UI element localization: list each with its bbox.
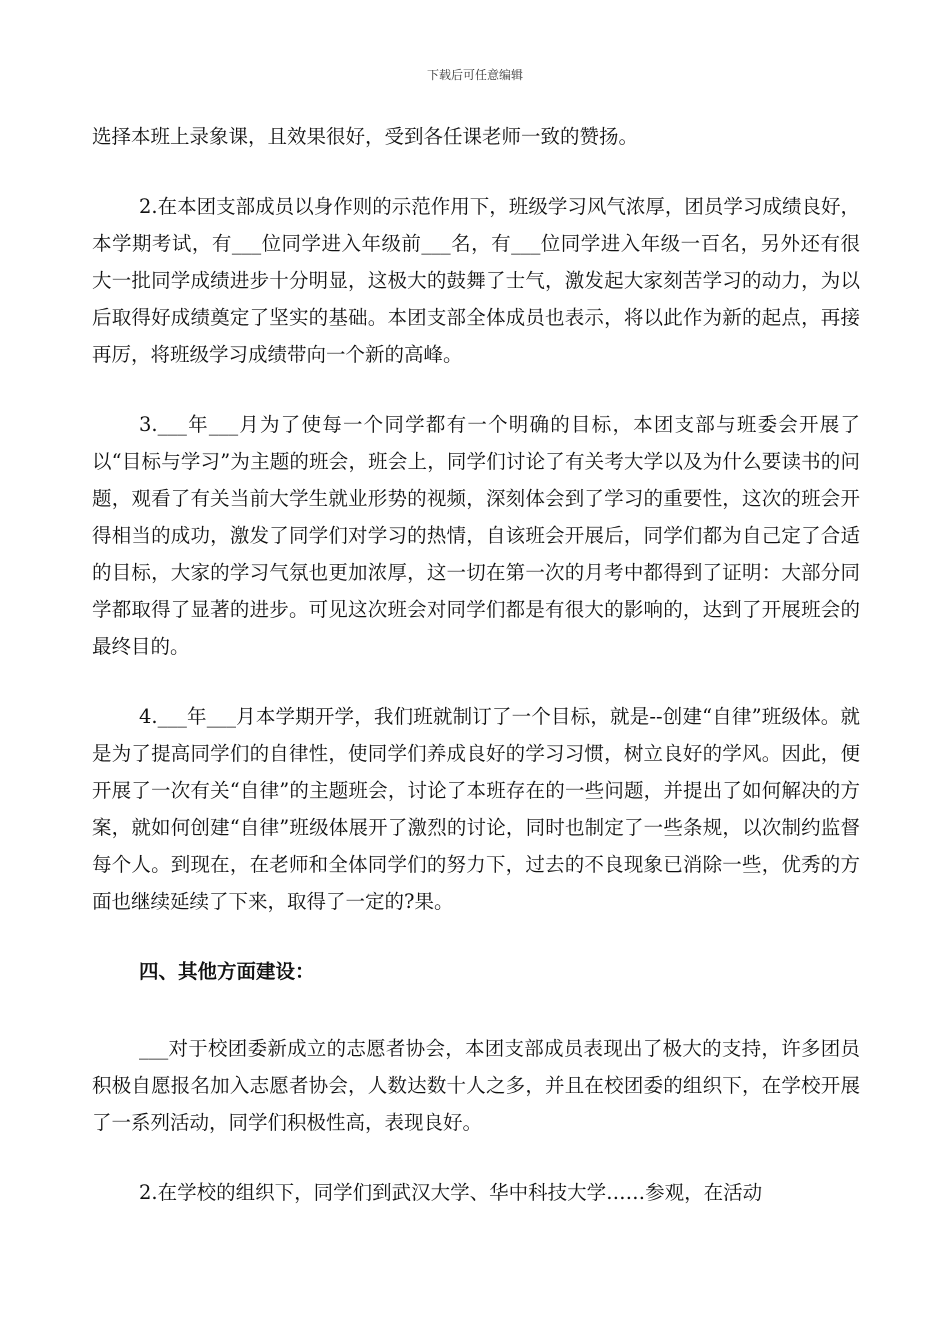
document-body	[92, 118, 860, 1244]
paragraph-item-4: 4.___年___月本学期开学，我们班就制订了一个目标，就是--创建“自律”班级体。就是为了提高同学们的自律性，使同学们养成良好的学习习惯，树立良好的学风。因此，便开展了一次有关“自律”的主题班会，讨论了本班存在的一些问题，并提出了如何解决的方案，就如何创建“自律”班级体展开了激烈的讨论，同时也制定了一些条规，以次制约监督每个人。到现在，在老师和全体同学们的努力下，过去的不良现象已消除一些，优秀的方面也继续延续了下来，取得了一定的?果。	[92, 705, 860, 913]
paragraph-volunteer: ___对于校团委新成立的志愿者协会，本团支部成员表现出了极大的支持，许多团员积极自愿报名加入志愿者协会，人数达数十人之多，并且在校团委的组织下，在学校开展了一系列活动，同学们积极性高，表现良好。	[92, 1037, 860, 1134]
page-header: 下载后可任意编辑	[426, 68, 523, 82]
paragraph-visit: 2.在学校的组织下，同学们到武汉大学、华中科技大学……参观，在活动	[139, 1181, 763, 1204]
paragraph-item-2: 2.在本团支部成员以身作则的示范作用下，班级学习风气浓厚，团员学习成绩良好，本学期考试，有___位同学进入年级前___名，有___位同学进入年级一百名，另外还有很大一批同学成绩进步十分明显，这极大的鼓舞了士气，激发起大家刻苦学习的动力，为以后取得好成绩奠定了坚实的基础。本团支部全体成员也表示，将以此作为新的起点，再接再厉，将班级学习成绩带向一个新的高峰。	[92, 195, 860, 366]
paragraph-item-3: 3.___年___月为了使每一个同学都有一个明确的目标，本团支部与班委会开展了以“目标与学习”为主题的班会，班会上，同学们讨论了有关考大学以及为什么要读书的问题，观看了有关当前大学生就业形势的视频，深刻体会到了学习的重要性，这次的班会开得相当的成功，激发了同学们对学习的热情，自该班会开展后，同学们都为自己定了合适的目标，大家的学习气氛也更加浓厚，这一切在第一次的月考中都得到了证明：大部分同学都取得了显著的进步。可见这次班会对同学们都是有很大的影响的，达到了开展班会的最终目的。	[92, 413, 860, 658]
paragraph-continuation: 选择本班上录象课，且效果很好，受到各任课老师一致的赞扬。	[92, 125, 639, 148]
section-heading: 四、其他方面建设：	[139, 960, 315, 983]
